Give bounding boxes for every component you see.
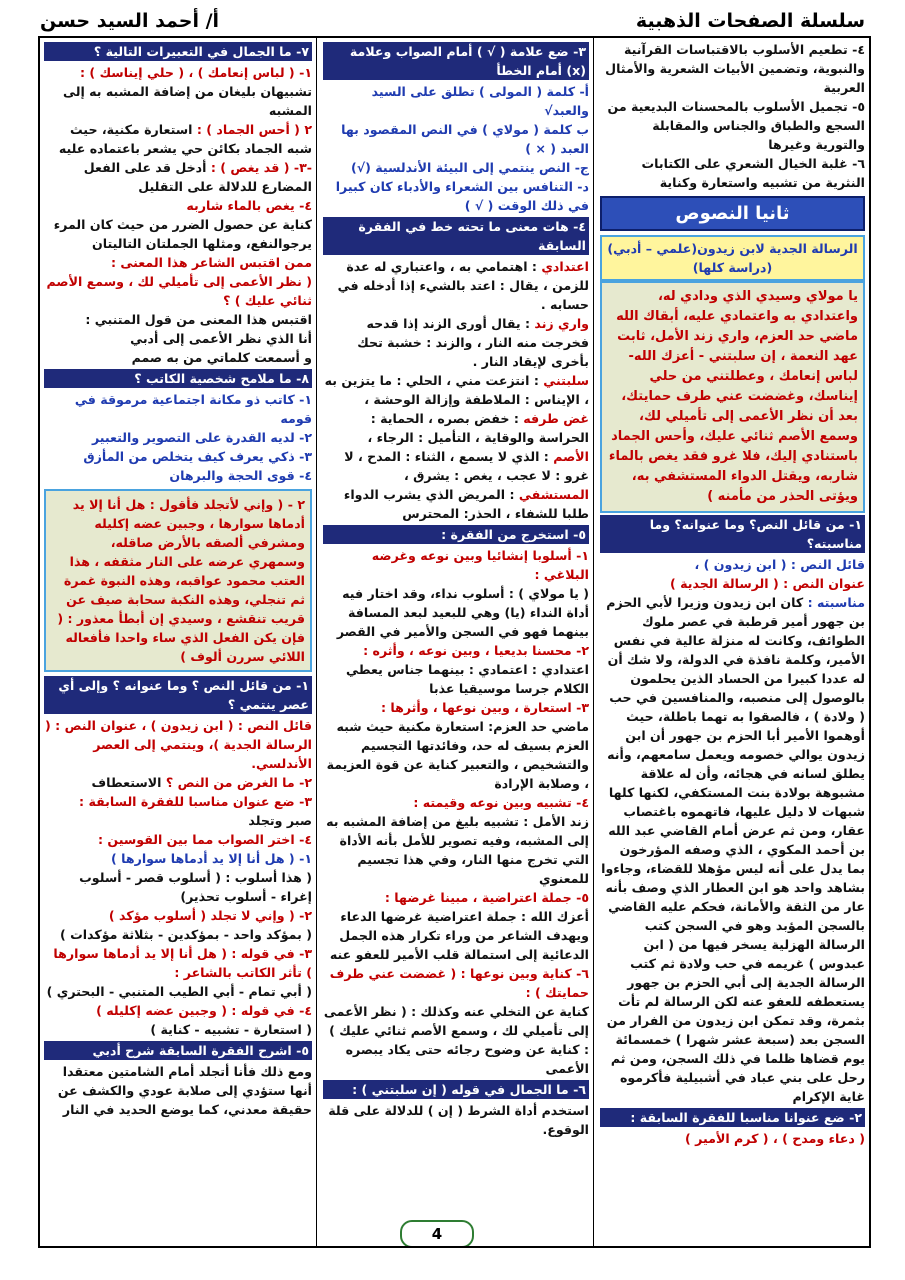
answer-author: قائل النص : ( ابن زيدون ) ، xyxy=(694,557,865,572)
author-name: أ/ أحمد السيد حسن xyxy=(40,10,220,32)
answer-text: استخدم أداة الشرط ( إن ) للدلالة على قلة الوقوع. xyxy=(328,1103,589,1137)
page-number: 4 xyxy=(400,1220,474,1248)
vocab-meaning: : الذي لا يسمع ، الثناء : المدح ، لا غرو : لا عجب ، يغص : يشرق ، xyxy=(344,449,589,483)
vocab-word: سلبتني xyxy=(543,373,589,388)
vocab-word: الأصم xyxy=(553,449,589,464)
trait-item: ٢- لديه القدرة على التصوير والتعبير xyxy=(91,430,312,445)
beauty-answer: استعارة مكنية، حيث شبه الجماد بكائن حي يشعر باعتماده عليه xyxy=(58,122,312,156)
vocab-word: واري زند xyxy=(534,316,589,331)
question-heading: ٥- استخرج من الفقرة : xyxy=(323,525,589,544)
extract-answer: زند الأمل : تشبيه بليغ من إضافة المشبه به إلى المشبه، وفيه تصوير للأمل بأنه الأداة التي تخرج منها النار، وفي هذا تجسيم للمعنوي xyxy=(326,814,589,886)
beauty-question: ٢ ( أحس الجماد ) : xyxy=(196,122,312,137)
beauty-answer: تشبيهان بليغان من إضافة المشبه به إلى المشبه xyxy=(63,84,312,118)
answer-text: الاستعطاف xyxy=(91,775,162,790)
question-heading: ١- من قائل النص ؟ وما عنوانه ؟ وإلى أي عصر ينتمي ؟ xyxy=(44,676,312,714)
verse-line: و أسمعت كلماتي من به صمم xyxy=(131,350,312,365)
vocab-word: غض طرفه xyxy=(523,411,589,426)
trait-item: ٤- قوى الحجة والبرهان xyxy=(169,468,312,483)
list-item: ٥- تجميل الأسلوب بالمحسنات البديعية من السجع والطباق والجناس والمقابلة والتورية وغيرها xyxy=(607,99,865,152)
beauty-answer: كناية عن حصول الضرر من حيث كان المرء يرجوالنفع، ومثلها الجملتان التاليتان xyxy=(53,217,312,251)
question-text: ٤- اختر الصواب مما بين القوسين : xyxy=(98,832,312,847)
trait-item: ١- كاتب ذو مكانة اجتماعية مرموقة في قومه xyxy=(74,392,312,426)
beauty-answer: أدخل قد على الفعل المضارع للدلالة على التقليل xyxy=(83,160,312,194)
extract-answer: اعتدادي : اعتمادي : بينهما جناس يعطي الكلام جرسا موسيقيا عذبا xyxy=(346,662,589,696)
extract-question: ٣- استعارة ، وبين نوعها ، وأثرها : xyxy=(380,700,589,715)
answer-text: ( دعاء ومدح ) ، ( كرم الأمير ) xyxy=(685,1131,865,1146)
vocab-meaning: : انتزعت مني ، الحلي : ما يتزين به ، الإيناس : الملاطفة وإزالة الوحشة ، xyxy=(324,373,589,407)
extract-answer: كناية عن التخلي عنه وكذلك : ( نظر الأعمى إلى تأميلي لك ، وسمع الأصم ثنائي عليك ) : كناية عن وضوح رجائه حتى يكاد يبصره الأعمى xyxy=(323,1004,589,1076)
question-heading: ٨- ما ملامح شخصية الكاتب ؟ xyxy=(44,369,312,388)
tf-item: ب كلمة ( مولاي ) في النص المقصود بها العبد ( × ) xyxy=(341,122,589,156)
list-item: ٤- تطعيم الأسلوب بالاقتباسات القرآنية والنبوية، وتضمين الأبيات الشعرية والأمثال العربية xyxy=(605,42,865,95)
question-heading: ٧- ما الجمال في التعبيرات التالية ؟ xyxy=(44,42,312,61)
extract-answer: ماضي حد العزم: استعارة مكنية حيث شبه العزم بسيف له حد، وفائدتها التجسيم والتشخيص ، والتعبير كناية عن قوة العزيمة ، وصلابة الإرادة xyxy=(326,719,589,791)
choice-options: ( هذا أسلوب : ( أسلوب قصر - أسلوب إغراء - أسلوب تحذير) xyxy=(79,870,312,904)
answer-text: قائل النص : ( ابن زيدون ) ، عنوان النص : ( الرسالة الجدية )، وينتمي إلى العصر الأندلسي. xyxy=(45,718,312,771)
vocab-word: اعتدادي xyxy=(541,259,589,274)
question-text: ٣- ضع عنوان مناسبا للفقرة السابقة : xyxy=(79,794,312,809)
choice-question: ٣- في قوله : ( هل أنا إلا يد أدماها سوارها ) تأثر الكاتب بالشاعر : xyxy=(53,946,312,980)
question-heading: ٥- اشرح الفقرة السابقة شرح أدبي xyxy=(44,1041,312,1060)
extract-question: ٤- تشبيه وبين نوعه وقيمته : xyxy=(413,795,589,810)
beauty-question: ٤- يغص بالماء شاربه xyxy=(186,198,312,213)
page-header xyxy=(40,6,865,36)
column-divider xyxy=(593,38,594,1246)
trait-item: ٣- ذكي يعرف كيف يتخلص من المأزق xyxy=(83,449,312,464)
choice-question: ٢- ( وإني لا تجلد ( أسلوب مؤكد ) xyxy=(108,908,312,923)
question-heading: ٤- هات معنى ما تحته خط في الفقرة السابقة xyxy=(323,217,589,255)
choice-options: ( أبي تمام - أبي الطيب المتنبي - البحتري ) xyxy=(46,984,312,999)
tf-item: ج- النص ينتمي إلى البيئة الأندلسية (√) xyxy=(351,160,589,175)
tf-item: أ- كلمة ( المولى ) تطلق على السيد والعبد√ xyxy=(371,84,589,118)
choice-options: ( بمؤكد واحد - بمؤكدين - بثلاثة مؤكدات ) xyxy=(60,927,312,942)
section-title: ثانيا النصوص xyxy=(600,196,865,231)
occasion-text: كان ابن زيدون وزيرا لأبي الحزم بن جهور أمير قرطبة في عصر ملوك الطوائف، وكانت له منزلة عالية في نفس الأمير، وكلمة نافذة في الدولة، ولا شك أن له عددا كبيرا من الحساد الذين يحلمون بالوصول إلى منصبه، والمنافسين في حب ( ولادة ) ، فالصقوا به تهما باطلة، حيث أوهموا الأمير أبا الحزم بن جهور أن ابن زيدون يوالي خصومه ويعمل سامعهم، وأنه يطلق لسانه في هجائه، وأن له علاقة مشبوهة بولادة بنت المستكفي، لكنها كلها شبهات لا دليل عليها، فاتهموه باغتصاب عقار، ومن ثم عرض أمام القاضي عبد الله بن أحمد المكوي ، الذي وصفه المؤرخون بما يدل على أنه ليس مؤهلا للقضاء، وجاءوا بشاهد واحد هو ابن العطار الذي وصف بأنه عار من الثقة والأمانة، فحكم عليه القاضي بالسجن المؤبد وهو في السجن كتب الرسالة الهزلية يسخر فيها من ( ابن عبدوس ) غريمه في حب ولادة ثم كتب الرسالة الجدية إلى أبي الحزم بن جهور يستعطفه للعفو عنه لكن الرسالة لم تأت بثمرة، وقد تمكن ابن زيدون من الفرار من السجن بعد (سبعة عشر شهرا ) خمسمائة يوم قضاها ظلما في ذلك السجن، ومن ثم رحل على بني عباد في أشبيلية فأكرموه غاية الإكرام xyxy=(601,595,865,1104)
middle-column xyxy=(323,40,589,1228)
beauty-question: ممن اقتبس الشاعر هذا المعنى : xyxy=(110,255,312,270)
question-heading: ٦- ما الجمال في قوله ( إن سلبتني ) : xyxy=(323,1080,589,1099)
tf-item: د- التنافس بين الشعراء والأدباء كان كبيرا في ذلك الوقت ( √ ) xyxy=(335,179,589,213)
vocab-meaning: : يقال أورى الزند إذا قدحه فخرجت منه النار ، والزند : خشبة تحك بأخرى لإيقاد النار . xyxy=(357,316,589,369)
vocab-word: المستشفي xyxy=(518,487,589,502)
left-column xyxy=(44,40,312,1228)
verse-line: أنا الذي نظر الأعمى إلى أدبي xyxy=(130,331,312,346)
choice-question: ٤- في قوله : ( وجبين عضه إكليله ) xyxy=(96,1003,312,1018)
extract-question: ٦- كناية وبين نوعها : ( غضضت عني طرف حمايتك ) : xyxy=(329,966,589,1000)
list-item: ٦- غلبة الخيال الشعري على الكتابات النثرية من تشبيه واستعارة وكناية xyxy=(641,156,865,190)
beauty-answer: اقتبس هذا المعنى من قول المتنبي : xyxy=(85,312,312,327)
answer-title: عنوان النص : ( الرسالة الجدية ) xyxy=(669,576,865,591)
beauty-question: -٣- ( قد يغص ) : xyxy=(210,160,312,175)
extract-question: ٥- جملة اعتراضية ، مبينا غرضها : xyxy=(384,890,589,905)
choice-options: ( استعارة - تشبيه - كناية ) xyxy=(150,1022,312,1037)
content-frame xyxy=(38,36,871,1248)
choice-question: ١- ( هل أنا إلا يد أدماها سوارها ) xyxy=(110,851,312,866)
vocab-meaning: : اهتمامي به ، واعتباري له عدة للزمن ، يقال : اعتد بالشيء إذا أدخله في حسابه . xyxy=(337,259,589,312)
answer-text: ومع ذلك فأنا أتجلد أمام الشامتين معتقدا أنها ستؤدي إلى صلابة عودي والكشف عن حقيقة معدني، كما يوضع الحديد في النار xyxy=(57,1064,312,1117)
extract-question: ٢- محسنا بديعيا ، وبين نوعه ، وأثره : xyxy=(363,643,589,658)
question-heading: ١- من قائل النص؟ وما عنوانه؟ وما مناسبته؟ xyxy=(600,515,865,553)
column-divider xyxy=(316,38,317,1246)
beauty-question: ١- ( لباس إنعامك ) ، ( حلي إيناسك ) : xyxy=(80,65,312,80)
vocab-meaning: : المريض الذي يشرب الدواء طلبا للشفاء ، الحذر: المحترس xyxy=(343,487,589,521)
question-heading: ٢- ضع عنوانا مناسبا للفقرة السابقة : xyxy=(600,1108,865,1127)
occasion-label: مناسبته : xyxy=(807,595,865,610)
passage-2-text: ٢ - ( وإني لأتجلد فأقول : هل أنا إلا يد أدماها سوارها ، وجبين عضه إكليله ومشرفي ألصقه بالأرض صاقله، وسمهري عرضه على النار مثقفه ، هذا العتب محمود عواقبه، وهذه النبوة غمرة ثم تنجلي، وهذه النكبة سحابة صيف عن قريب تنقشع ، وسيدي إن أبطأ معذور : ( فإن يكن الفعل الذي ساء واحدا فأفعاله اللائي سررن ألوف ) xyxy=(44,489,312,672)
question-text: ٢- ما الغرض من النص ؟ xyxy=(165,775,312,790)
vocab-meaning: : خفض بصره ، الحماية : الحراسة والوقاية ، التأميل : الرجاء ، xyxy=(367,411,589,445)
series-title: سلسلة الصفحات الذهبية xyxy=(635,10,865,32)
text-title: الرسالة الجدية لابن زيدون(علمي – أدبي) (دراسة كلها) xyxy=(600,235,865,281)
quote-text: ( نظر الأعمى إلى تأميلي لك ، وسمع الأصم ثنائي عليك ) ؟ xyxy=(46,274,312,308)
extract-question: ١- أسلوبا إنشائيا وبين نوعه وغرضه البلاغي : xyxy=(371,548,589,582)
passage-text: يا مولاي وسيدي الذي ودادي له، واعتدادي به واعتمادي عليه، أبقاك الله ماضي حد العزم، واري زند الأمل، ثابت عهد النعمة ، إن سلبتني - أعزك الله- لباس إنعامك ، وعطلتني من حلي إيناسك، وغضضت عني طرف حمايتك، بعد أن نظر الأعمى إلى تأميلي لك، وسمع الأصم ثنائي عليك، وأحس الجماد باستنادي إليك، فلا غرو فقد يغص بالماء شاربه، ويقتل الدواء المستشفي به، ويؤتى الحذر من مأمنه ) xyxy=(600,281,865,513)
answer-text: صبر وتجلد xyxy=(248,813,312,828)
extract-answer: ( يا مولاي ) : أسلوب نداء، وقد اختار فيه أداة النداء (يا) وهي للبعيد لبعد المسافة بينهما فهو في السجن والأمير في القصر xyxy=(336,586,589,639)
right-column xyxy=(600,40,865,1228)
extract-answer: أعزك الله : جملة اعتراضية غرضها الدعاء ويهدف الشاعر من وراء تكرار هذه الجمل الدعائية إلى استمالة قلب الأمير للعفو عنه xyxy=(329,909,589,962)
question-heading: ٣- ضع علامة ( √ ) أمام الصواب وعلامة (x) أمام الخطأ xyxy=(323,42,589,80)
